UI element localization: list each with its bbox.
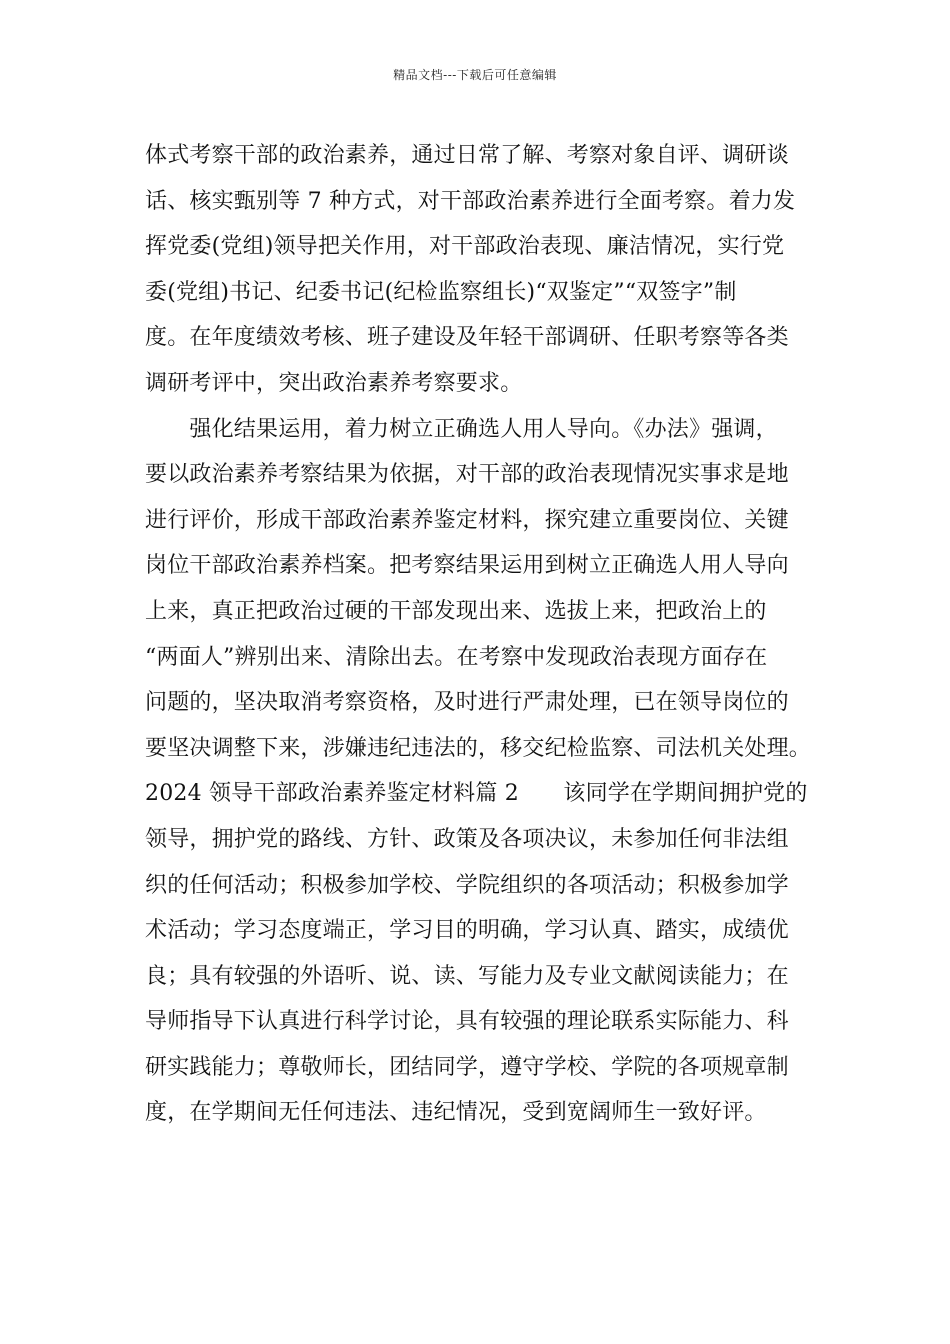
text-line: 度，在学期间无任何违法、违纪情况，受到宽阔师生一致好评。 xyxy=(145,1100,767,1126)
text-line: 话、核实甄别等 7 种方式，对干部政治素养进行全面考察。着力发 xyxy=(145,188,796,214)
text-line: 调研考评中，突出政治素养考察要求。 xyxy=(145,370,523,396)
text-line: 良；具有较强的外语听、说、读、写能力及专业文献阅读能力；在 xyxy=(145,963,789,989)
text-line: 问题的，坚决取消考察资格，及时进行严肃处理，已在领导岗位的 xyxy=(145,690,789,716)
text-line: 领导，拥护党的路线、方针、政策及各项决议，未参加任何非法组 xyxy=(145,826,789,852)
text-line: 度。在年度绩效考核、班子建设及年轻干部调研、任职考察等各类 xyxy=(145,325,789,351)
page-header: 精品文档---下载后可任意编辑 xyxy=(393,68,557,82)
text-line: 导师指导下认真进行科学讨论，具有较强的理论联系实际能力、科 xyxy=(145,1009,789,1035)
text-line: 委(党组)书记、纪委书记(纪检监察组长)“双鉴定”“双签字”制 xyxy=(145,279,737,305)
text-line: 2024 领导干部政治素养鉴定材料篇 2 该同学在学期间拥护党的 xyxy=(145,781,808,807)
text-line: “两面人”辨别出来、清除出去。在考察中发现政治表现方面存在 xyxy=(145,644,768,670)
text-line: 要以政治素养考察结果为依据，对干部的政治表现情况实事求是地 xyxy=(145,462,789,488)
text-line: 进行评价，形成干部政治素养鉴定材料，探究建立重要岗位、关键 xyxy=(145,507,789,533)
text-line: 术活动；学习态度端正，学习目的明确，学习认真、踏实，成绩优 xyxy=(145,918,789,944)
text-line: 强化结果运用，着力树立正确选人用人导向。《办法》强调， xyxy=(145,416,778,442)
text-line: 上来，真正把政治过硬的干部发现出来、选拔上来，把政治上的 xyxy=(145,598,767,624)
document-body xyxy=(145,133,812,1136)
text-line: 岗位干部政治素养档案。把考察结果运用到树立正确选人用人导向 xyxy=(145,553,789,579)
text-line: 要坚决调整下来，涉嫌违纪违法的，移交纪检监察、司法机关处理。 xyxy=(145,735,812,761)
text-line: 挥党委(党组)领导把关作用，对干部政治表现、廉洁情况，实行党 xyxy=(145,234,785,260)
text-line: 研实践能力；尊敬师长，团结同学，遵守学校、学院的各项规章制 xyxy=(145,1054,789,1080)
text-line: 织的任何活动；积极参加学校、学院组织的各项活动；积极参加学 xyxy=(145,872,789,898)
text-line: 体式考察干部的政治素养，通过日常了解、考察对象自评、调研谈 xyxy=(145,143,789,168)
